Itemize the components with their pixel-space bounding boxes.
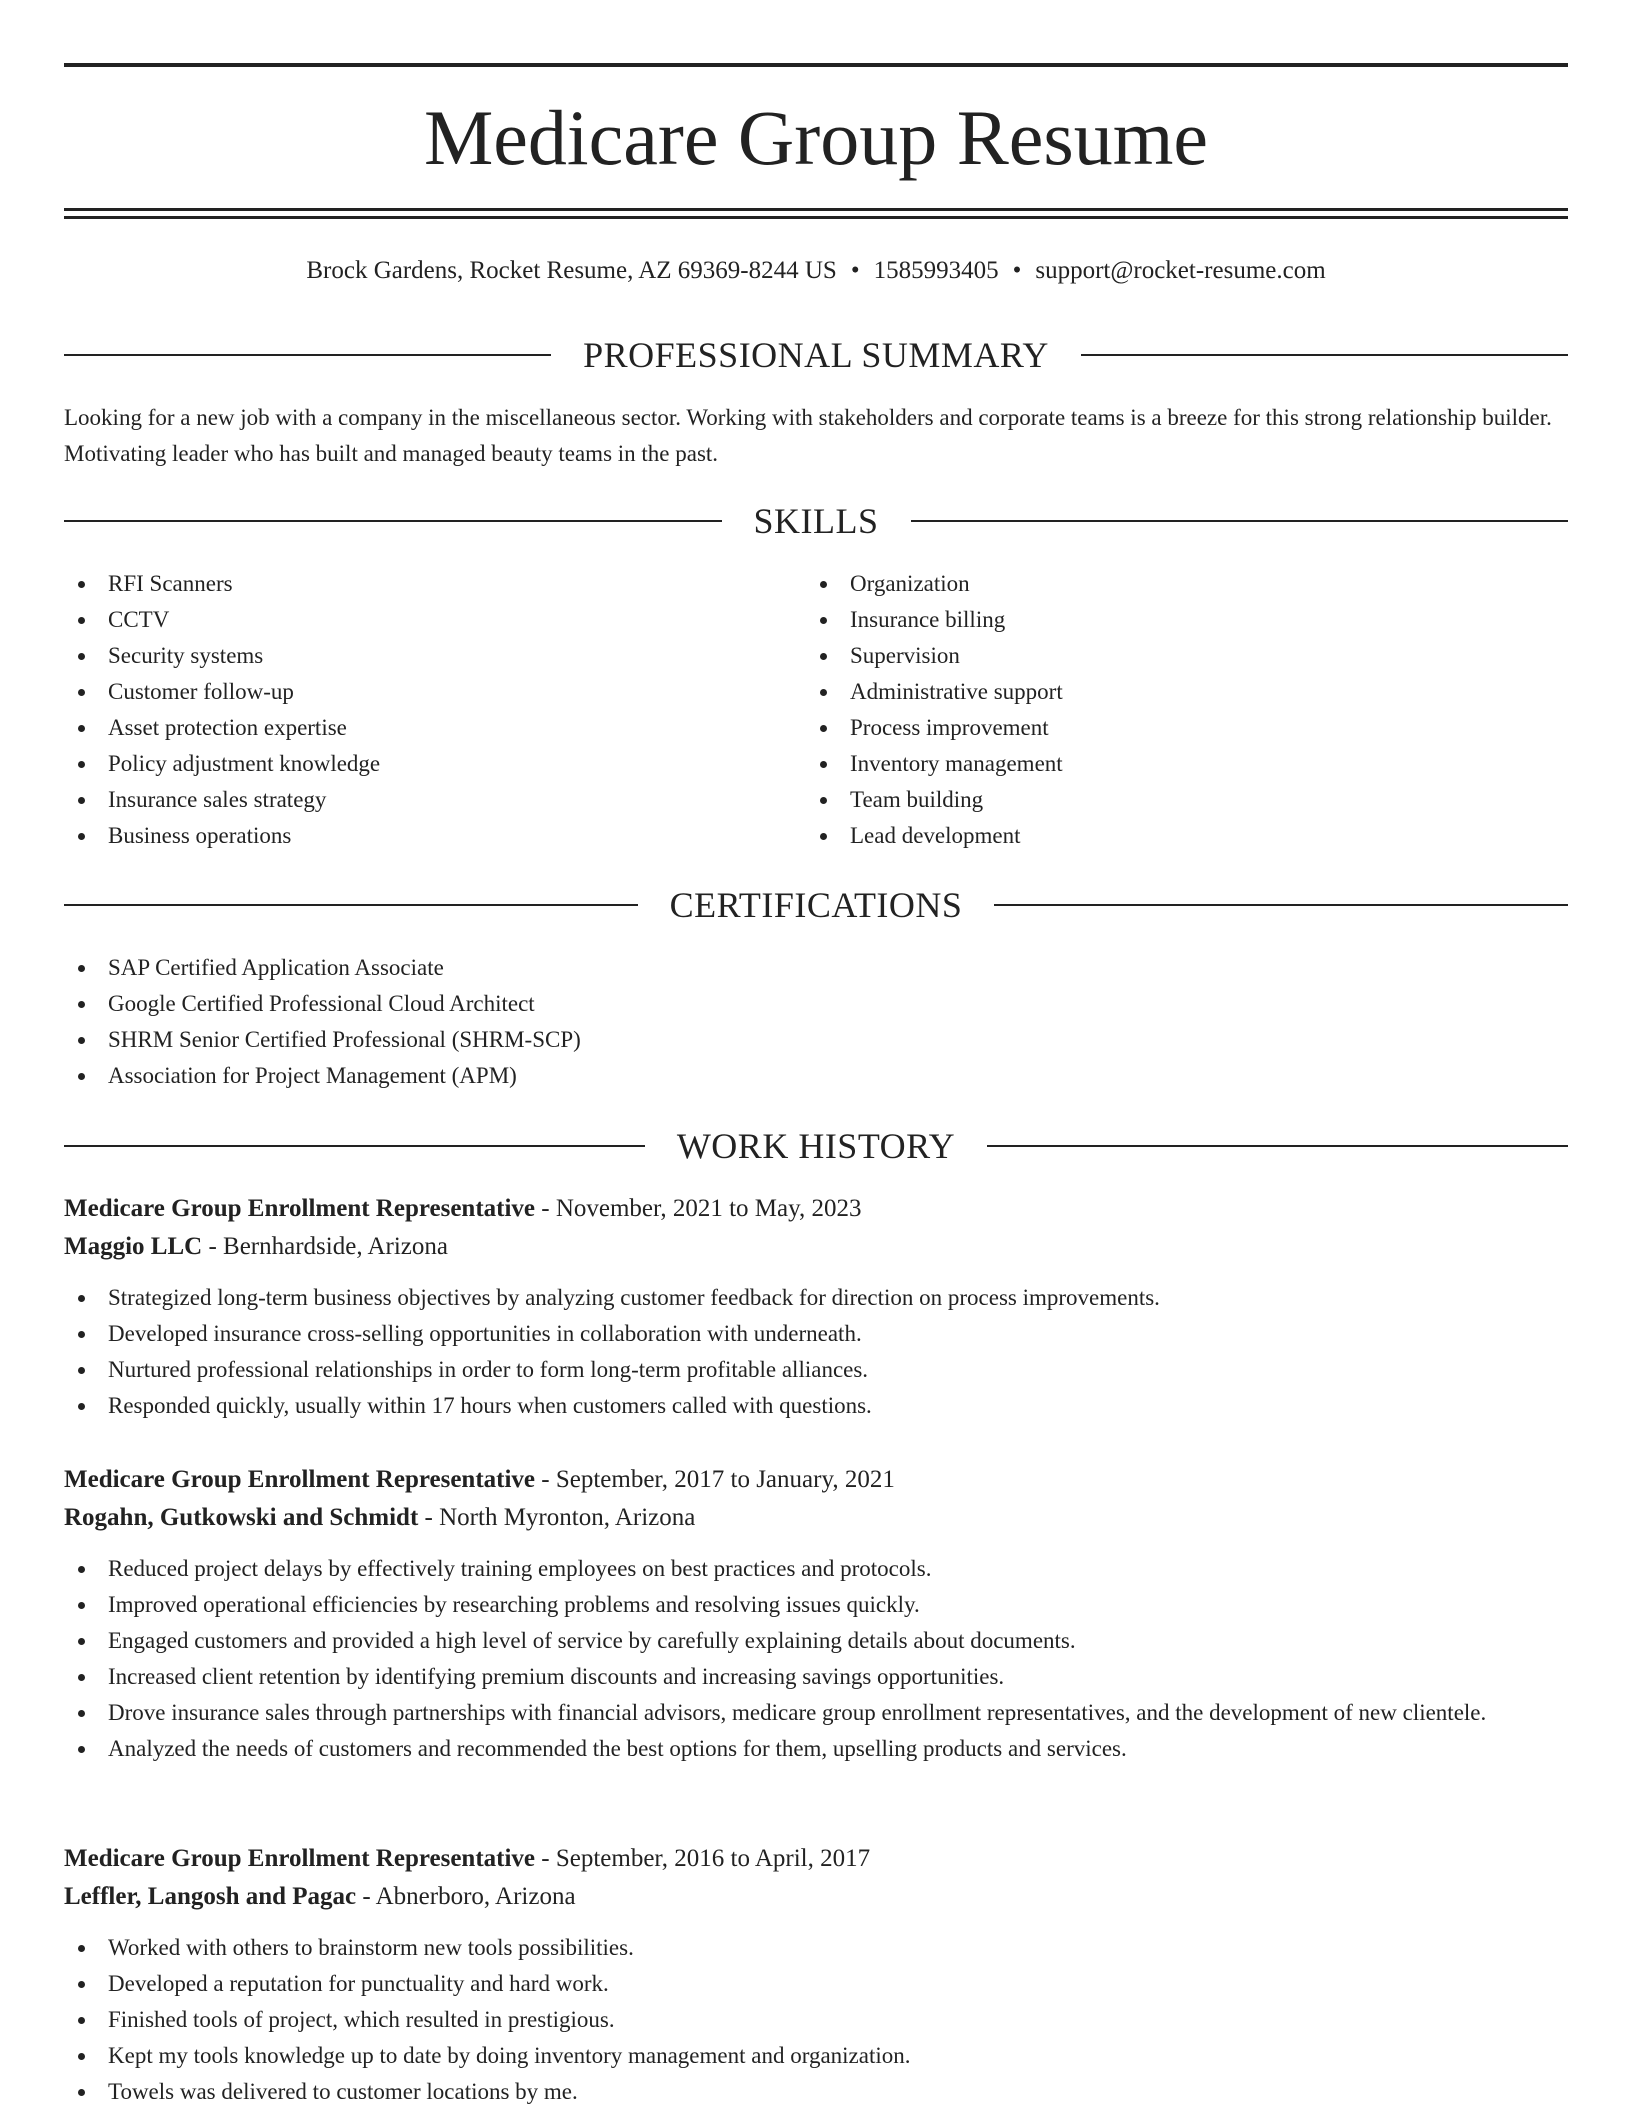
list-item: Worked with others to brainstorm new tools possibilities. xyxy=(64,1930,1568,1966)
list-item: RFI Scanners xyxy=(64,566,764,602)
job-title: Medicare Group Enrollment Representative xyxy=(64,1845,536,1872)
contact-separator: • xyxy=(850,257,860,284)
job-title-line xyxy=(64,1190,1568,1228)
list-item: Increased client retention by identifying premium discounts and increasing savings opportunities. xyxy=(64,1659,1568,1695)
list-item: Supervision xyxy=(806,638,1506,674)
list-item: Analyzed the needs of customers and recommended the best options for them, upselling products and services. xyxy=(64,1731,1568,1767)
list-item: Policy adjustment knowledge xyxy=(64,746,764,782)
job-entry xyxy=(64,1461,1568,1767)
contact-line xyxy=(64,254,1568,288)
section-heading-skills xyxy=(64,498,1568,544)
list-item: Asset protection expertise xyxy=(64,710,764,746)
job-entry xyxy=(64,1840,1568,2110)
job-dates: - September, 2017 to January, 2021 xyxy=(535,1466,895,1493)
list-item: CCTV xyxy=(64,602,764,638)
professional-summary: Looking for a new job with a company in the miscellaneous sector. Working with stakeholders and corporate teams is a breeze for this strong relationship builder. Motivating leader who has built and managed beauty teams in the past. xyxy=(64,405,1552,466)
heading-rule xyxy=(64,904,638,906)
list-item: Customer follow-up xyxy=(64,674,764,710)
section-title: CERTIFICATIONS xyxy=(669,885,963,925)
list-item: Reduced project delays by effectively training employees on best practices and protocols. xyxy=(64,1551,1568,1587)
heading-rule xyxy=(64,1145,645,1147)
skills-list-right xyxy=(806,566,1506,854)
skills-column-right xyxy=(806,566,1506,854)
contact-separator: • xyxy=(1012,257,1022,284)
list-item: Process improvement xyxy=(806,710,1506,746)
skills-column-left xyxy=(64,566,764,854)
job-company: Rogahn, Gutkowski and Schmidt xyxy=(64,1504,419,1531)
list-item: Engaged customers and provided a high level of service by carefully explaining details about documents. xyxy=(64,1623,1568,1659)
heading-rule xyxy=(64,354,551,356)
list-item: Organization xyxy=(806,566,1506,602)
job-location: - Abnerboro, Arizona xyxy=(356,1883,576,1910)
job-title: Medicare Group Enrollment Representative xyxy=(64,1195,536,1222)
header-rule-lower xyxy=(64,216,1568,219)
job-dates: - November, 2021 to May, 2023 xyxy=(535,1195,862,1222)
heading-rule xyxy=(987,1145,1568,1147)
heading-rule xyxy=(911,520,1569,522)
certifications-list xyxy=(64,950,1568,1094)
list-item: Finished tools of project, which resulted in prestigious. xyxy=(64,2002,1568,2038)
job-title-line xyxy=(64,1840,1568,1878)
section-heading-certifications xyxy=(64,882,1568,928)
section-heading-work-history xyxy=(64,1123,1568,1169)
heading-rule xyxy=(994,904,1568,906)
contact-phone: 1585993405 xyxy=(873,257,999,284)
job-bullets xyxy=(64,1930,1568,2110)
certifications xyxy=(64,950,1568,1094)
list-item: Google Certified Professional Cloud Architect xyxy=(64,986,1568,1022)
job-title-line xyxy=(64,1461,1568,1499)
list-item: Improved operational efficiencies by researching problems and resolving issues quickly. xyxy=(64,1587,1568,1623)
job-company-line xyxy=(64,1228,1568,1266)
list-item: Security systems xyxy=(64,638,764,674)
list-item: Association for Project Management (APM) xyxy=(64,1058,1568,1094)
job-company: Leffler, Langosh and Pagac xyxy=(64,1883,357,1910)
job-dates: - September, 2016 to April, 2017 xyxy=(535,1845,871,1872)
list-item: Responded quickly, usually within 17 hours when customers called with questions. xyxy=(64,1388,1568,1424)
job-entry xyxy=(64,1190,1568,1424)
skills-list-left xyxy=(64,566,764,854)
section-title: SKILLS xyxy=(753,501,879,541)
list-item: Developed a reputation for punctuality and hard work. xyxy=(64,1966,1568,2002)
list-item: Nurtured professional relationships in order to form long-term profitable alliances. xyxy=(64,1352,1568,1388)
header-rule-upper xyxy=(64,208,1568,211)
contact-email: support@rocket-resume.com xyxy=(1035,257,1326,284)
heading-rule xyxy=(1081,354,1568,356)
section-title: WORK HISTORY xyxy=(676,1126,956,1166)
list-item: Administrative support xyxy=(806,674,1506,710)
list-item: Insurance billing xyxy=(806,602,1506,638)
job-location: - Bernhardside, Arizona xyxy=(202,1233,448,1260)
list-item: Drove insurance sales through partnerships with financial advisors, medicare group enrollment representatives, and the development of new clientele. xyxy=(64,1695,1568,1731)
list-item: Developed insurance cross-selling opportunities in collaboration with underneath. xyxy=(64,1316,1568,1352)
list-item: Kept my tools knowledge up to date by doing inventory management and organization. xyxy=(64,2038,1568,2074)
job-company: Maggio LLC xyxy=(64,1233,203,1260)
job-company-line xyxy=(64,1878,1568,1916)
job-company-line xyxy=(64,1499,1568,1537)
list-item: SHRM Senior Certified Professional (SHRM-SCP) xyxy=(64,1022,1568,1058)
job-bullets xyxy=(64,1551,1568,1767)
section-title: PROFESSIONAL SUMMARY xyxy=(583,335,1049,375)
list-item: SAP Certified Application Associate xyxy=(64,950,1568,986)
list-item: Lead development xyxy=(806,818,1506,854)
section-heading-summary xyxy=(64,332,1568,378)
top-rule xyxy=(64,63,1568,67)
list-item: Strategized long-term business objectives by analyzing customer feedback for direction on process improvements. xyxy=(64,1280,1568,1316)
list-item: Business operations xyxy=(64,818,764,854)
list-item: Team building xyxy=(806,782,1506,818)
heading-rule xyxy=(64,520,722,522)
list-item: Insurance sales strategy xyxy=(64,782,764,818)
resume-name: Medicare Group Resume xyxy=(423,94,1209,181)
job-location: - North Myronton, Arizona xyxy=(418,1504,696,1531)
job-bullets xyxy=(64,1280,1568,1424)
contact-address: Brock Gardens, Rocket Resume, AZ 69369-8244 US xyxy=(306,257,837,284)
list-item: Towels was delivered to customer locations by me. xyxy=(64,2074,1568,2110)
job-title: Medicare Group Enrollment Representative xyxy=(64,1466,536,1493)
list-item: Inventory management xyxy=(806,746,1506,782)
